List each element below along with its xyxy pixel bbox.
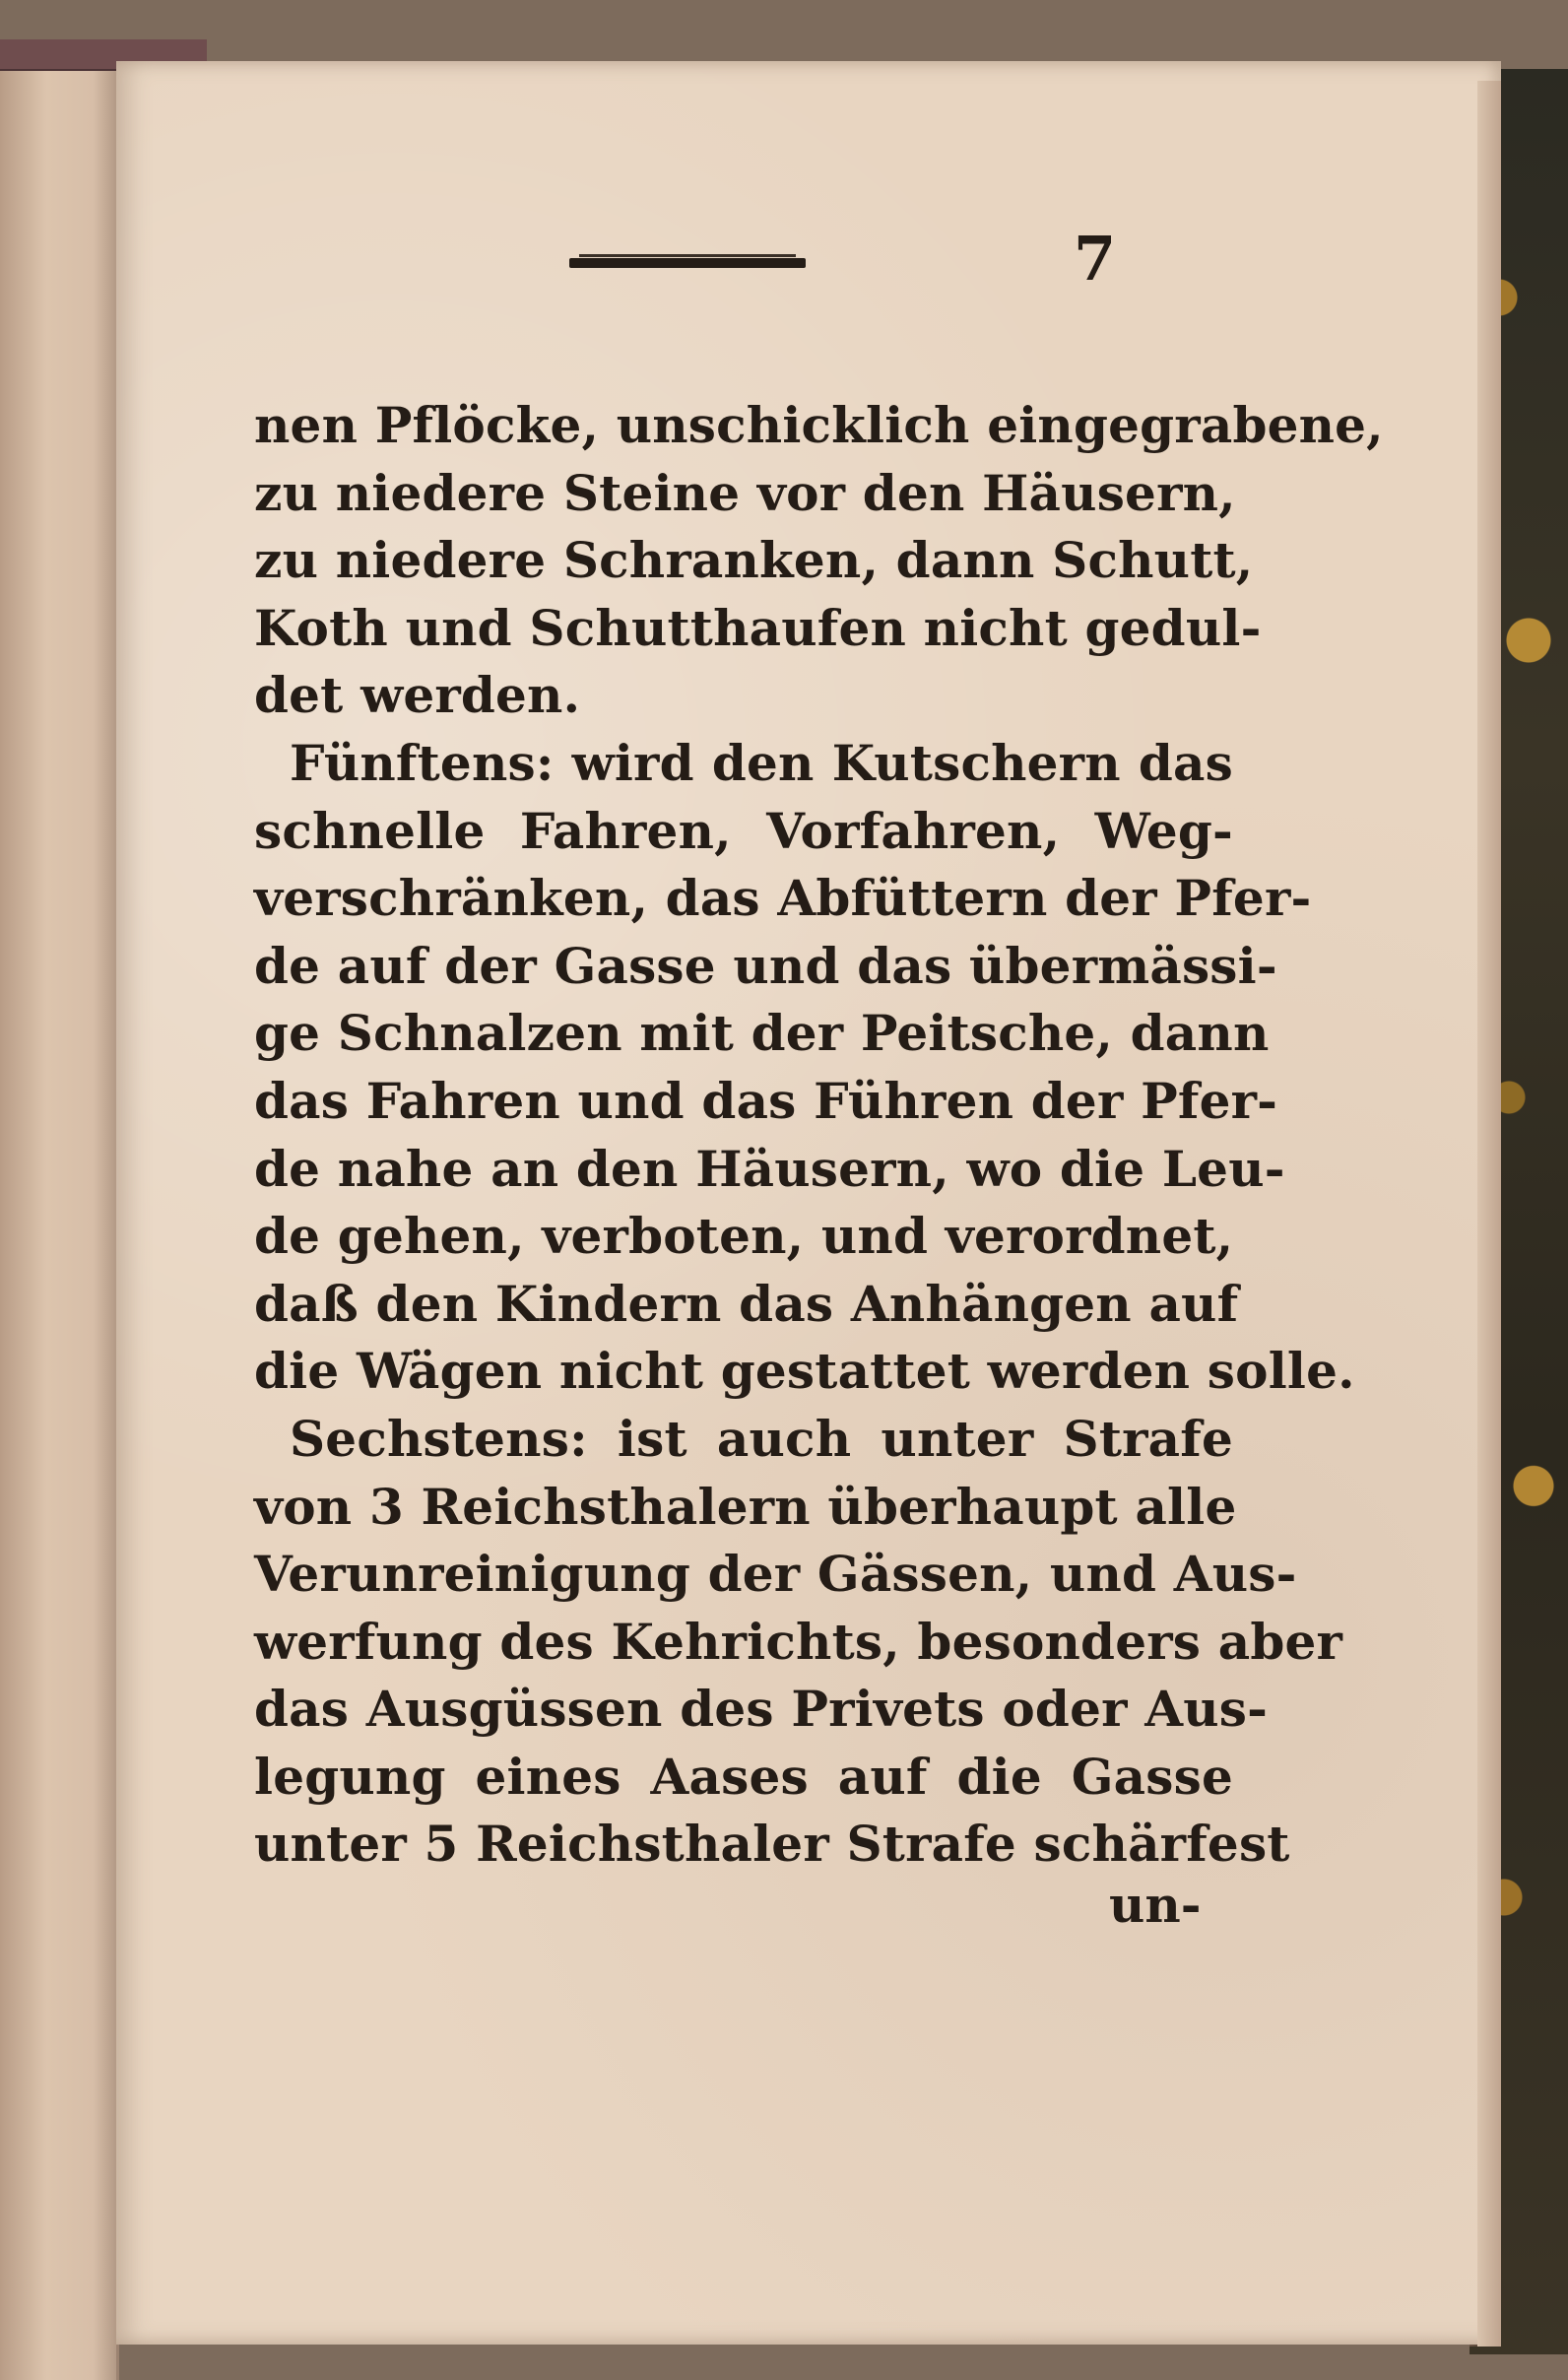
text-line: das Ausgüssen des Privets oder Aus- [254, 1680, 1269, 1739]
header-ornament-rule [569, 254, 806, 272]
text-line: das Fahren und das Führen der Pfer- [254, 1071, 1278, 1130]
text-line: werfung des Kehrichts, besonders aber [254, 1612, 1343, 1671]
text-line: zu niedere Schranken, dann Schutt, [254, 531, 1254, 590]
left-facing-page [0, 39, 119, 2380]
text-line: schnelle Fahren, Vorfahren, Weg- [254, 801, 1233, 860]
text-line: Sechstens: ist auch unter Strafe [290, 1409, 1233, 1468]
text-line: de gehen, verboten, und verordnet, [254, 1207, 1234, 1266]
text-line: Fünftens: wird den Kutschern das [290, 733, 1233, 792]
text-line: legung eines Aases auf die Gasse [254, 1747, 1233, 1806]
text-line: unter 5 Reichsthaler Strafe schärfest [254, 1815, 1290, 1874]
text-line: de nahe an den Häusern, wo die Leu- [254, 1139, 1285, 1198]
text-line: Verunreinigung der Gässen, und Aus- [254, 1545, 1297, 1604]
text-line: ge Schnalzen mit der Peitsche, dann [254, 1004, 1270, 1063]
text-line: von 3 Reichsthalern überhaupt alle [254, 1477, 1237, 1536]
text-line: die Wägen nicht gestattet werden solle. [254, 1342, 1355, 1401]
body-text [254, 392, 1384, 1879]
text-line: det werden. [254, 666, 581, 725]
text-line: Koth und Schutthaufen nicht gedul- [254, 598, 1262, 657]
page-number: 7 [1074, 223, 1117, 295]
header-rule-thick [569, 258, 806, 268]
catchword: un- [1109, 1876, 1202, 1934]
header-rule-thin [579, 254, 796, 257]
text-line: de auf der Gasse und das übermässi- [254, 936, 1277, 995]
text-line: nen Pflöcke, unschicklich eingegrabene, [254, 396, 1384, 454]
text-line: verschränken, das Abfüttern der Pfer- [254, 869, 1312, 928]
text-line: daß den Kindern das Anhängen auf [254, 1274, 1239, 1333]
page-edge [1477, 81, 1501, 2347]
text-line: zu niedere Steine vor den Häusern, [254, 463, 1236, 522]
